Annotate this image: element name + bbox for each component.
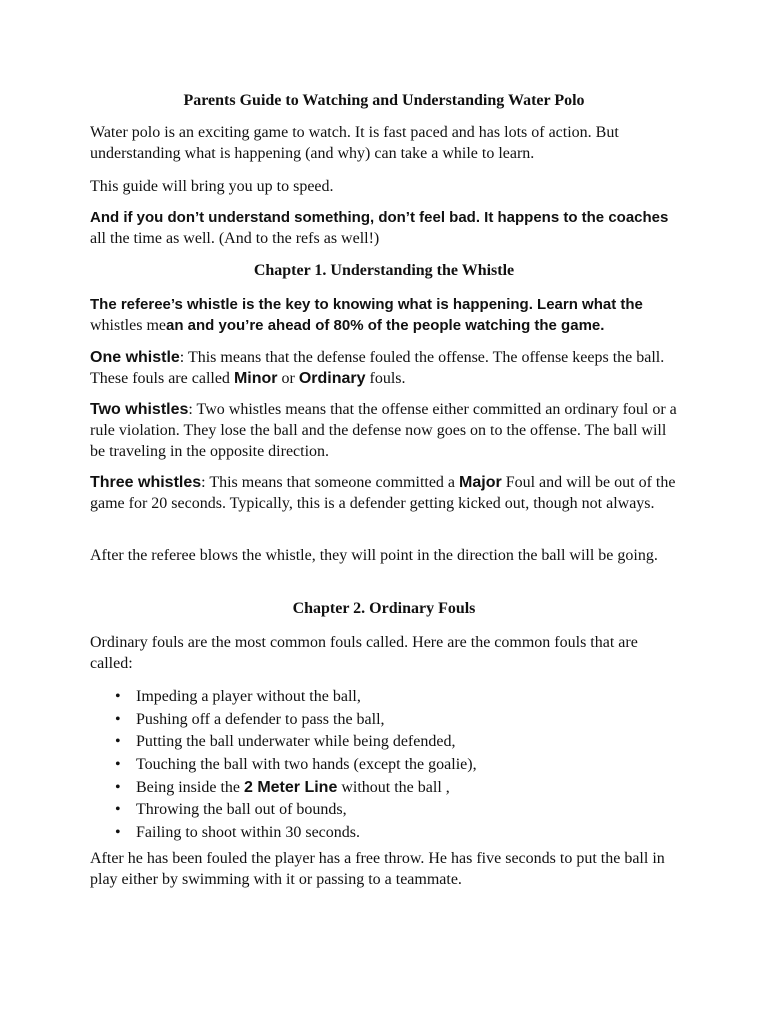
- list-item: [90, 777, 680, 800]
- one-whistle-text-b: fouls.: [365, 370, 406, 387]
- free-throw-paragraph: After he has been fouled the player has a free throw. He has five seconds to put the ball in play either by swimming with it or passing to a teammate.: [90, 850, 665, 888]
- two-meter-line-term: 2 Meter Line: [243, 778, 338, 796]
- fouls-list: [90, 686, 680, 845]
- one-whistle-term: One whistle: [90, 349, 180, 366]
- two-whistles-text: : Two whistles means that the offense either committed an ordinary foul or a rule violation. They lose the ball and the defense now goes on to the offense. The ball will be traveling in the opposite direction.: [90, 401, 677, 460]
- one-whistle-or: or: [277, 370, 299, 387]
- list-item: [90, 709, 680, 732]
- list-item: [90, 754, 680, 777]
- intro-coaches-bold: And if you don’t understand something, don’t feel bad. It happens to the coaches: [90, 209, 669, 226]
- bullet-icon: •: [115, 801, 121, 819]
- intro-speed-paragraph: This guide will bring you up to speed.: [90, 178, 334, 195]
- chapter-1-heading: Chapter 1. Understanding the Whistle: [253, 262, 515, 279]
- list-item: [90, 822, 680, 845]
- one-whistle-text-a: : This means that the defense fouled the offense. The offense keeps the ball. These fouls are called: [90, 349, 665, 387]
- list-item-text: Putting the ball underwater while being defended,: [136, 733, 456, 751]
- list-item: [90, 799, 680, 822]
- list-item-text: Impeding a player without the ball,: [136, 688, 361, 705]
- three-whistles-term: Three whistles: [90, 474, 202, 491]
- minor-term: Minor: [233, 370, 278, 387]
- list-item-text: Touching the ball with two hands (except the goalie),: [136, 756, 477, 774]
- list-item-text-suffix: without the ball ,: [337, 778, 450, 796]
- chapter-1-lead: [90, 294, 680, 336]
- chapter-1-lead-plain: whistles me: [90, 317, 166, 334]
- ordinary-term: Ordinary: [298, 370, 366, 387]
- chapter-2-heading: Chapter 2. Ordinary Fouls: [292, 600, 476, 617]
- after-whistle-paragraph: After the referee blows the whistle, they will point in the direction the ball will be going.: [90, 547, 658, 564]
- bullet-icon: •: [115, 733, 121, 751]
- major-term: Major: [459, 474, 502, 491]
- three-whistles-text-a: : This means that someone committed a: [201, 474, 460, 491]
- list-item-text: Failing to shoot within 30 seconds.: [136, 824, 360, 842]
- two-whistles-term: Two whistles: [90, 401, 189, 418]
- chapter-1-lead-bold-1: The referee’s whistle is the key to knowing what is happening. Learn what the: [90, 296, 643, 313]
- intro-paragraph: Water polo is an exciting game to watch. It is fast paced and has lots of action. But understanding what is happening (and why) can take a while to learn.: [90, 124, 619, 162]
- bullet-icon: •: [115, 710, 121, 728]
- chapter-2-intro: Ordinary fouls are the most common fouls called. Here are the common fouls that are called:: [90, 634, 638, 672]
- intro-coaches-rest: all the time as well. (And to the refs as well!): [90, 230, 380, 247]
- list-item: [90, 686, 680, 709]
- bullet-icon: •: [115, 778, 121, 796]
- one-whistle-paragraph: [90, 347, 680, 389]
- list-item-text: Being inside the: [136, 778, 244, 796]
- three-whistles-paragraph: [90, 472, 680, 514]
- list-item-text: Pushing off a defender to pass the ball,: [136, 710, 385, 728]
- list-item-text: Throwing the ball out of bounds,: [136, 801, 347, 819]
- two-whistles-paragraph: [90, 399, 680, 462]
- bullet-icon: •: [115, 824, 121, 842]
- chapter-1-lead-bold-2: an and you’re ahead of 80% of the people watching the game.: [166, 317, 605, 334]
- bullet-icon: •: [115, 688, 121, 705]
- list-item: [90, 731, 680, 754]
- three-whistles-text-b: Foul and will be out of the game for 20 seconds. Typically, this is a defender getting kicked out, though not always.: [90, 474, 676, 512]
- document-title: Parents Guide to Watching and Understanding Water Polo: [183, 92, 585, 109]
- bullet-icon: •: [115, 756, 121, 774]
- intro-coaches-paragraph: [90, 207, 680, 249]
